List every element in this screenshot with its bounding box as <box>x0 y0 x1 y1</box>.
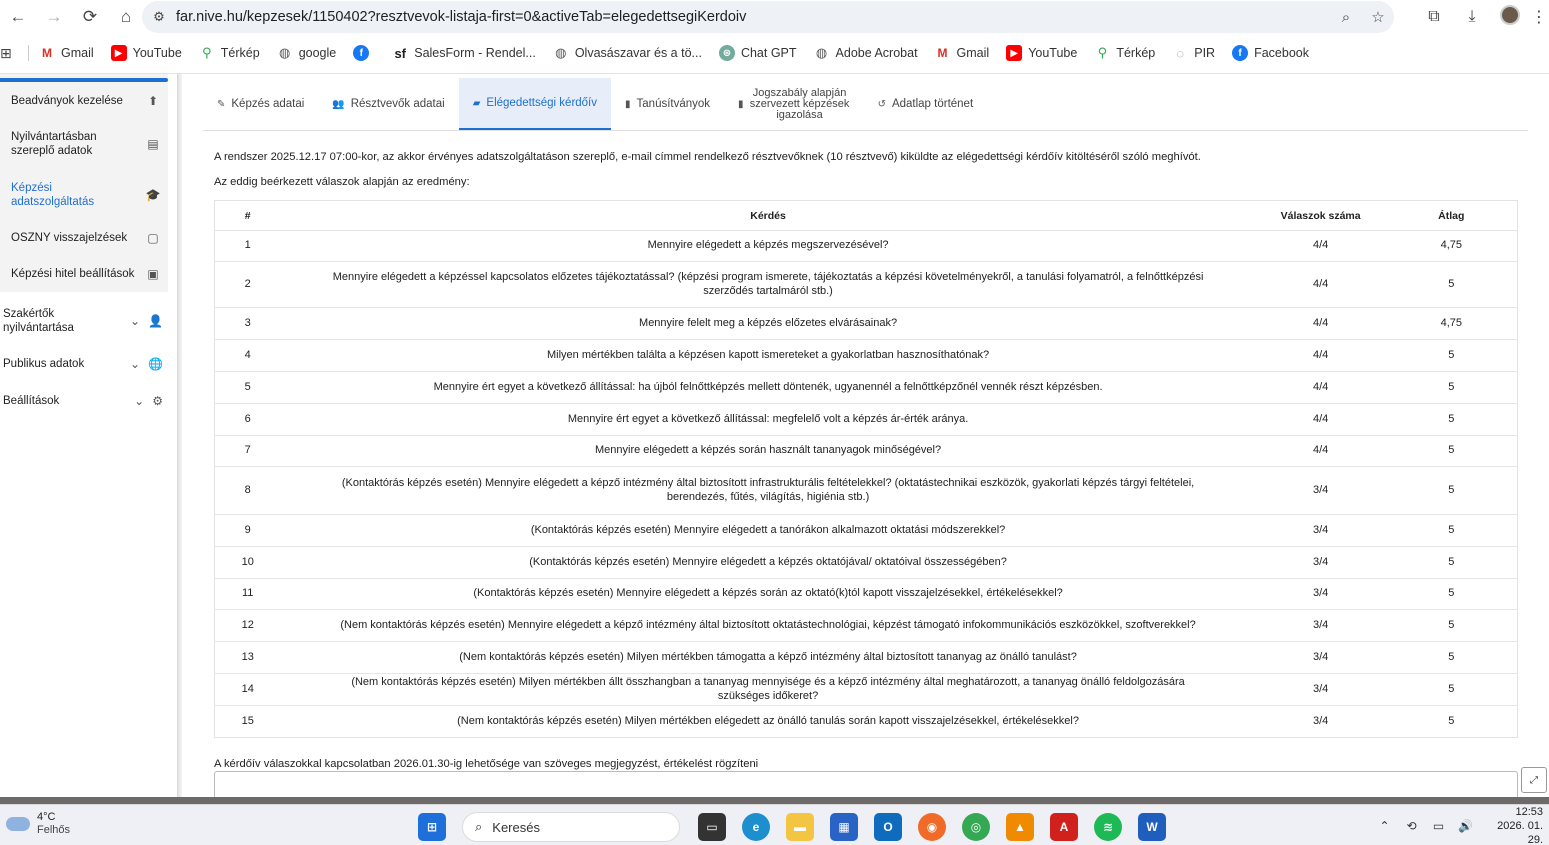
row-num: 6 <box>215 404 281 436</box>
url-text[interactable]: far.nive.hu/kepzesek/1150402?resztvevok-listaja-first=0&activeTab=elegedettsegiKerdoiv <box>176 9 747 25</box>
row-question: Mennyire elégedett a képzés megszervezésével? <box>280 231 1255 262</box>
table-row <box>215 372 1518 404</box>
row-num: 4 <box>215 340 281 372</box>
row-question: (Kontaktórás képzés esetén) Mennyire elégedett a képzés során az oktató(k)tól kapott visszajelzésekkel, értékelésekkel? <box>280 579 1255 610</box>
row-avg: 5 <box>1386 340 1518 372</box>
window-bottom-edge <box>0 797 1549 804</box>
row-num: 13 <box>215 642 281 674</box>
bookmark-label: YouTube <box>1028 46 1078 60</box>
bookmark-item[interactable] <box>719 45 797 61</box>
search-icon: ⌕ <box>475 819 483 834</box>
vlc-icon[interactable]: ▲ <box>1006 813 1034 841</box>
page-content <box>0 73 1549 797</box>
expand-icon[interactable]: ⤢ <box>1521 767 1547 793</box>
spotify-icon[interactable]: ≋ <box>1094 813 1122 841</box>
table-row <box>215 231 1518 262</box>
download-icon[interactable]: ⤓ <box>1468 8 1476 25</box>
tab-label: Résztvevők adatai <box>350 98 445 110</box>
row-question: (Kontaktórás képzés esetén) Mennyire elégedett a képzés oktatójával/ oktatóival összességében? <box>280 547 1255 579</box>
tab-bar <box>203 78 1528 131</box>
chevron-down-icon[interactable]: ⌄ <box>134 394 145 408</box>
row-count: 4/4 <box>1256 404 1386 436</box>
bookmark-item[interactable] <box>553 45 702 61</box>
sidebar-item-nyilvantartas[interactable] <box>11 130 161 158</box>
youtube-icon: ▶ <box>111 45 127 61</box>
row-count: 3/4 <box>1256 547 1386 579</box>
cloud-icon <box>6 817 30 831</box>
survey-results-table <box>214 200 1518 738</box>
tab-kepzes-adatai[interactable] <box>203 78 318 130</box>
table-row <box>215 308 1518 340</box>
row-num: 10 <box>215 547 281 579</box>
row-avg: 5 <box>1386 674 1518 706</box>
upload-icon: ⬆ <box>147 94 159 108</box>
bookmark-label: Térkép <box>1116 46 1156 60</box>
chevron-down-icon[interactable]: ⌄ <box>129 357 141 371</box>
taskbar-search[interactable] <box>462 812 680 842</box>
header-question: Kérdés <box>280 201 1255 231</box>
row-avg: 5 <box>1386 579 1518 610</box>
sidebar-item-label: Beállítások <box>3 395 60 407</box>
globe-icon: ◍ <box>555 45 567 60</box>
maps-icon: ⚲ <box>1097 45 1108 60</box>
sidebar-edge <box>178 74 182 798</box>
acrobat-icon[interactable]: A <box>1050 813 1078 841</box>
outlook-icon[interactable]: O <box>874 813 902 841</box>
bookmark-label: Olvasászavar és a tö... <box>574 46 702 60</box>
bookmark-label: Gmail <box>956 46 990 60</box>
row-num: 15 <box>215 706 281 738</box>
sidebar-item-label: Képzési adatszolgáltatás <box>11 182 95 208</box>
row-question: (Nem kontaktórás képzés esetén) Milyen mértékben állt összhangban a tananyag mennyisége és a képző intézmény által meghatározott, a tananyag önálló feldolgozására szükséges időkeret? <box>280 674 1255 706</box>
row-question: (Nem kontaktórás képzés esetén) Milyen mértékben támogatta a képző intézmény által biztosított tananyag az önálló tanulást? <box>280 642 1255 674</box>
bookmark-item[interactable] <box>353 45 375 61</box>
table-row <box>215 340 1518 372</box>
row-avg: 5 <box>1386 515 1518 547</box>
task-view-icon[interactable]: ▭ <box>698 813 726 841</box>
row-num: 3 <box>215 308 281 340</box>
row-avg: 4,75 <box>1386 231 1518 262</box>
bookmark-label: PIR <box>1194 46 1216 60</box>
sidebar-item-publikus-adatok[interactable] <box>3 357 163 371</box>
row-avg: 4,75 <box>1386 308 1518 340</box>
sidebar-item-kepzesi-adatszolgaltatas[interactable] <box>11 181 161 209</box>
bookmark-item[interactable] <box>277 45 337 61</box>
bookmark-label: SalesForm - Rendel... <box>414 46 536 60</box>
people-icon: 👥 <box>332 98 345 110</box>
row-avg: 5 <box>1386 372 1518 404</box>
bookmarks-bar <box>0 36 1549 70</box>
sidebar-item-label: Beadványok kezelése <box>11 95 123 107</box>
sidebar-active-indicator <box>0 78 168 82</box>
bookmark-item[interactable] <box>392 45 536 61</box>
bookmark-item[interactable] <box>1232 45 1309 61</box>
results-intro-text: Az eddig beérkezett válaszok alapján az eredmény: <box>214 176 470 188</box>
row-count: 3/4 <box>1256 579 1386 610</box>
weather-desc: Felhős <box>37 824 71 836</box>
zoom-icon[interactable]: ⌕ <box>1341 8 1351 26</box>
tab-resztvevok-adatai[interactable] <box>318 78 458 130</box>
volume-icon[interactable]: 🔊 <box>1458 818 1473 833</box>
row-count: 3/4 <box>1256 610 1386 642</box>
clock-time: 12:53 <box>1515 805 1543 818</box>
row-count: 4/4 <box>1256 262 1386 308</box>
gmail-icon: M <box>937 46 948 60</box>
wallet-icon: ▣ <box>147 267 159 281</box>
bookmark-label: Gmail <box>61 46 94 60</box>
bookmark-item[interactable] <box>1006 45 1077 61</box>
row-num: 2 <box>215 262 281 308</box>
tab-label: Elégedettségi kérdőív <box>486 97 598 109</box>
row-count: 3/4 <box>1256 467 1386 515</box>
bookmark-item[interactable] <box>39 45 94 61</box>
sidebar-item-label: Publikus adatok <box>3 358 85 370</box>
maps-icon: ⚲ <box>202 45 212 60</box>
table-row <box>215 674 1518 706</box>
bookmark-item[interactable] <box>1172 45 1215 61</box>
address-bar[interactable] <box>142 1 1394 33</box>
certificate-icon: ▮ <box>625 98 631 110</box>
row-num: 12 <box>215 610 281 642</box>
pir-icon: ◌ <box>1176 45 1185 61</box>
row-count: 4/4 <box>1256 436 1386 467</box>
table-row <box>215 515 1518 547</box>
sync-icon[interactable]: ⟲ <box>1406 818 1417 833</box>
site-settings-icon[interactable]: ⚙ <box>153 9 165 24</box>
row-count: 3/4 <box>1256 515 1386 547</box>
globe-icon: 🌐 <box>148 357 163 371</box>
bookmark-item[interactable] <box>111 45 182 61</box>
browser-toolbar <box>0 0 1549 34</box>
tab-label: Jogszabály alapján szervezett képzések igazolása <box>749 86 850 121</box>
row-question: Mennyire felelt meg a képzés előzetes elvárásainak? <box>280 308 1255 340</box>
row-avg: 5 <box>1386 547 1518 579</box>
store-icon[interactable]: ▦ <box>830 813 858 841</box>
facebook-icon: f <box>1232 45 1248 61</box>
row-avg: 5 <box>1386 404 1518 436</box>
taskbar <box>0 804 1549 845</box>
table-row <box>215 467 1518 515</box>
row-count: 3/4 <box>1256 674 1386 706</box>
row-question: Mennyire elégedett a képzéssel kapcsolatos előzetes tájékoztatással? (képzési program ismerete, tájékoztatás a képzési követelményekről, a tanulási folyamatról, a felnőttképzési szerződés tartalmáról stb.) <box>280 262 1255 308</box>
bookmark-item[interactable] <box>1094 45 1155 61</box>
back-arrow-icon[interactable]: ← <box>9 7 27 26</box>
bookmark-item[interactable] <box>814 45 918 61</box>
profile-avatar[interactable] <box>1491 5 1529 30</box>
row-count: 4/4 <box>1256 308 1386 340</box>
chevron-down-icon[interactable]: ⌄ <box>129 314 141 328</box>
system-tray <box>1371 805 1549 845</box>
apps-grid-icon[interactable]: ⊞ <box>0 44 12 61</box>
extensions-icon[interactable]: ⧉ <box>1428 8 1440 25</box>
sidebar-item-oszny[interactable] <box>11 231 161 245</box>
table-row <box>215 404 1518 436</box>
row-question: (Kontaktórás képzés esetén) Mennyire elégedett a képző intézmény által biztosított infrastrukturális feltételekkel? (oktatástechnikai eszközök, gyakorlati képzés tárgyi feltételei, berendezés, fűtés, világítás, higiénia stb.) <box>280 467 1255 515</box>
edge-icon[interactable]: e <box>742 813 770 841</box>
row-count: 4/4 <box>1256 372 1386 404</box>
row-avg: 5 <box>1386 436 1518 467</box>
row-num: 8 <box>215 467 281 515</box>
row-question: Mennyire elégedett a képzés során használt tananyagok minőségével? <box>280 436 1255 467</box>
table-row <box>215 610 1518 642</box>
firefox-icon[interactable]: ◉ <box>918 813 946 841</box>
clock[interactable] <box>1479 805 1549 845</box>
forward-arrow-icon[interactable]: → <box>45 7 63 26</box>
bookmarks-divider <box>28 45 29 61</box>
bookmark-label: Chat GPT <box>740 46 797 60</box>
row-count: 4/4 <box>1256 231 1386 262</box>
bookmark-item[interactable] <box>935 45 990 61</box>
word-icon[interactable]: W <box>1138 813 1166 841</box>
tab-elegedettsegi-kerdoiv[interactable] <box>459 78 611 130</box>
tab-label: Képzés adatai <box>231 98 305 110</box>
remark-label: A kérdőív válaszokkal kapcsolatban 2026.01.30-ig lehetősége van szöveges megjegyzést, értékelést rögzíteni <box>214 758 759 770</box>
feedback-icon: ▢ <box>147 231 159 245</box>
salesform-icon: sf <box>394 45 407 61</box>
row-num: 14 <box>215 674 281 706</box>
header-avg: Átlag <box>1386 201 1518 231</box>
bookmark-label: Facebook <box>1254 46 1309 60</box>
file-explorer-icon[interactable]: ▬ <box>786 813 814 841</box>
row-num: 11 <box>215 579 281 610</box>
row-question: (Nem kontaktórás képzés esetén) Mennyire elégedett a képző intézmény által biztosított oktatástechnológiai, képzést támogató infokommunikációs eszközökkel, szoftverekkel? <box>280 610 1255 642</box>
list-icon: ▤ <box>147 137 159 151</box>
table-header-row <box>215 201 1518 231</box>
sidebar-item-label: Nyilvántartásban szereplő adatok <box>11 131 97 157</box>
sidebar-item-label: Szakértők nyilvántartása <box>3 308 74 334</box>
chat-icon: ▰ <box>472 97 481 109</box>
table-row <box>215 706 1518 738</box>
tab-adatlap-tortenet[interactable] <box>864 78 988 130</box>
clock-date: 2026. 01. 29. <box>1497 819 1543 845</box>
row-avg: 5 <box>1386 642 1518 674</box>
gmail-icon: M <box>42 46 52 60</box>
table-row <box>215 642 1518 674</box>
row-question: (Kontaktórás képzés esetén) Mennyire elégedett a tanórákon alkalmazott oktatási módszerekkel? <box>280 515 1255 547</box>
row-num: 7 <box>215 436 281 467</box>
row-question: Mennyire ért egyet a következő állítással: megfelelő volt a képzés ár-érték aránya. <box>280 404 1255 436</box>
weather-widget[interactable] <box>6 811 70 837</box>
globe-icon: ◍ <box>279 45 291 60</box>
menu-kebab-icon[interactable]: ⋮ <box>1531 9 1547 26</box>
sidebar-item-beallitasok[interactable] <box>3 394 163 408</box>
row-count: 3/4 <box>1256 642 1386 674</box>
network-icon[interactable]: ▭ <box>1432 818 1445 833</box>
reload-icon[interactable]: ⟳ <box>82 7 98 26</box>
home-icon[interactable]: ⌂ <box>120 7 132 26</box>
chrome-icon[interactable]: ◎ <box>962 813 990 841</box>
weather-temp: 4°C <box>37 811 56 823</box>
bookmark-label: Adobe Acrobat <box>835 46 918 60</box>
row-question: Milyen mértékben találta a képzésen kapott ismereteket a gyakorlatban hasznosíthatónak? <box>280 340 1255 372</box>
row-avg: 5 <box>1386 467 1518 515</box>
table-row <box>215 579 1518 610</box>
person-icon: 👤 <box>148 314 163 328</box>
sidebar-item-beadvanyok[interactable] <box>11 94 161 108</box>
row-count: 4/4 <box>1256 340 1386 372</box>
row-avg: 5 <box>1386 610 1518 642</box>
edit-icon: ✎ <box>217 98 226 110</box>
history-icon: ↺ <box>877 98 886 110</box>
sidebar-item-kepzesi-hitel[interactable] <box>11 267 161 281</box>
tab-tanusitvanyok[interactable] <box>611 78 724 130</box>
sidebar-item-label: Képzési hitel beállítások <box>11 268 135 280</box>
tab-jogszabaly[interactable] <box>724 78 864 130</box>
bookmark-label: google <box>298 46 337 60</box>
row-avg: 5 <box>1386 262 1518 308</box>
header-count: Válaszok száma <box>1256 201 1386 231</box>
table-row <box>215 262 1518 308</box>
row-num: 5 <box>215 372 281 404</box>
chevron-up-icon[interactable]: ⌃ <box>1379 818 1390 833</box>
gear-icon: ⚙ <box>152 394 163 408</box>
document-icon: ▮ <box>738 98 744 110</box>
invitation-info-text: A rendszer 2025.12.17 07:00-kor, az akkor érvényes adatszolgáltatáson szereplő, e-mail címmel rendelkező résztvevőknek (10 résztvevő) kiküldte az elégedettségi kérdőív kitöltéséről szóló meghívót. <box>214 151 1201 163</box>
chatgpt-icon: ⊛ <box>719 45 735 61</box>
youtube-icon: ▶ <box>1006 45 1022 61</box>
bookmark-label: Térkép <box>220 46 260 60</box>
windows-start-icon[interactable]: ⊞ <box>418 813 446 841</box>
bookmark-label: YouTube <box>132 46 182 60</box>
table-row <box>215 436 1518 467</box>
sidebar-item-szakertok[interactable] <box>3 307 163 335</box>
header-num: # <box>215 201 281 231</box>
row-num: 1 <box>215 231 281 262</box>
search-placeholder: Keresés <box>492 819 540 835</box>
row-question: Mennyire ért egyet a következő állítással: ha újból felnőttképzés mellett döntenék, ugyanennél a felnőttképzőnél vennék részt képzésben. <box>280 372 1255 404</box>
sidebar <box>0 74 178 798</box>
tab-label: Tanúsítványok <box>636 98 711 110</box>
row-count: 3/4 <box>1256 706 1386 738</box>
row-question: (Nem kontaktórás képzés esetén) Milyen mértékben elégedett az önálló tanulás során kapott visszajelzésekkel, értékelésekkel? <box>280 706 1255 738</box>
facebook-icon: f <box>353 45 369 61</box>
bookmark-item[interactable] <box>199 45 260 61</box>
globe-icon: ◍ <box>815 45 828 60</box>
tab-label: Adatlap történet <box>891 98 974 110</box>
graduation-cap-icon: 🎓 <box>145 188 161 202</box>
sidebar-item-label: OSZNY visszajelzések <box>11 232 128 244</box>
row-avg: 5 <box>1386 706 1518 738</box>
table-row <box>215 547 1518 579</box>
bookmark-star-icon[interactable]: ☆ <box>1371 9 1385 26</box>
row-num: 9 <box>215 515 281 547</box>
